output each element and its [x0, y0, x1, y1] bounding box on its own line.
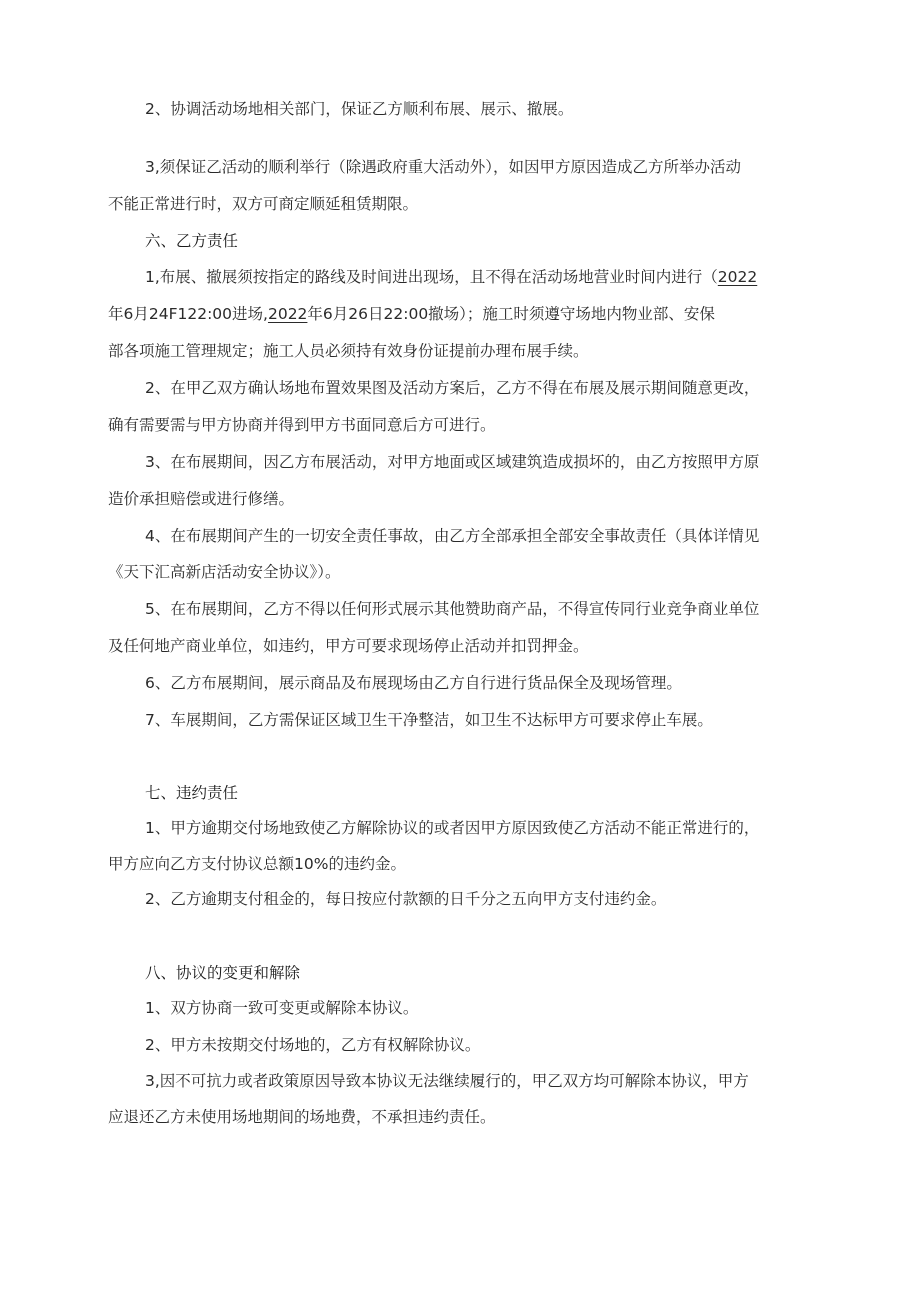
text-segment: 年6月26日22:00撤场）；施工时须遵守场地内物业部、安保 [307, 305, 715, 323]
text-line: 部各项施工管理规定；施工人员必须持有效身份证提前办理布展手续。 [108, 342, 589, 360]
text-line: 甲方应向乙方支付协议总额10%的违约金。 [108, 855, 406, 873]
text-line [145, 266, 813, 288]
text-segment: 年6月24F122:00进场, [108, 305, 268, 323]
text-line: 2、在甲乙双方确认场地布置效果图及活动方案后，乙方不得在布展及展示期间随意更改， [145, 379, 760, 397]
section-heading: 六、乙方责任 [145, 232, 239, 250]
text-line: 不能正常进行时，双方可商定顺延租赁期限。 [108, 195, 419, 213]
text-line: 《天下汇高新店活动安全协议》）。 [108, 563, 341, 581]
text-line: 1、双方协商一致可变更或解除本协议。 [145, 999, 419, 1017]
text-line: 4、在布展期间产生的一切安全责任事故，由乙方全部承担全部安全事故责任（具体详情见 [145, 527, 760, 545]
section-heading: 七、违约责任 [145, 784, 239, 802]
text-line: 3,须保证乙活动的顺利举行（除遇政府重大活动外），如因甲方原因造成乙方所举办活动 [145, 158, 742, 176]
text-segment: 1,布展、撤展须按指定的路线及时间进出现场，且不得在活动场地营业时间内进行（ [145, 268, 718, 286]
text-line: 3,因不可抗力或者政策原因导致本协议无法继续履行的，甲乙双方均可解除本协议，甲方 [145, 1072, 749, 1090]
text-line: 6、乙方布展期间，展示商品及布展现场由乙方自行进行货品保全及现场管理。 [145, 674, 682, 692]
text-line: 造价承担赔偿或进行修缮。 [108, 490, 295, 508]
text-line: 2、甲方未按期交付场地的，乙方有权解除协议。 [145, 1036, 481, 1054]
section-heading: 八、协议的变更和解除 [145, 964, 301, 982]
text-line: 3、在布展期间，因乙方布展活动，对甲方地面或区域建筑造成损坏的，由乙方按照甲方原 [145, 453, 760, 471]
text-line: 2、协调活动场地相关部门，保证乙方顺利布展、展示、撤展。 [145, 100, 574, 118]
text-line [108, 303, 813, 325]
text-line: 5、在布展期间，乙方不得以任何形式展示其他赞助商产品，不得宣传同行业竞争商业单位 [145, 600, 760, 618]
text-line: 确有需要需与甲方协商并得到甲方书面同意后方可进行。 [108, 416, 496, 434]
text-line: 2、乙方逾期支付租金的，每日按应付款额的日千分之五向甲方支付违约金。 [145, 890, 667, 908]
underlined-year: 2022 [267, 305, 308, 323]
underlined-year: 2022 [717, 268, 758, 286]
text-line: 及任何地产商业单位，如违约，甲方可要求现场停止活动并扣罚押金。 [108, 637, 589, 655]
text-line: 7、车展期间，乙方需保证区域卫生干净整洁，如卫生不达标甲方可要求停止车展。 [145, 711, 713, 729]
text-line: 应退还乙方未使用场地期间的场地费，不承担违约责任。 [108, 1108, 496, 1126]
text-line: 1、甲方逾期交付场地致使乙方解除协议的或者因甲方原因致使乙方活动不能正常进行的， [145, 819, 760, 837]
